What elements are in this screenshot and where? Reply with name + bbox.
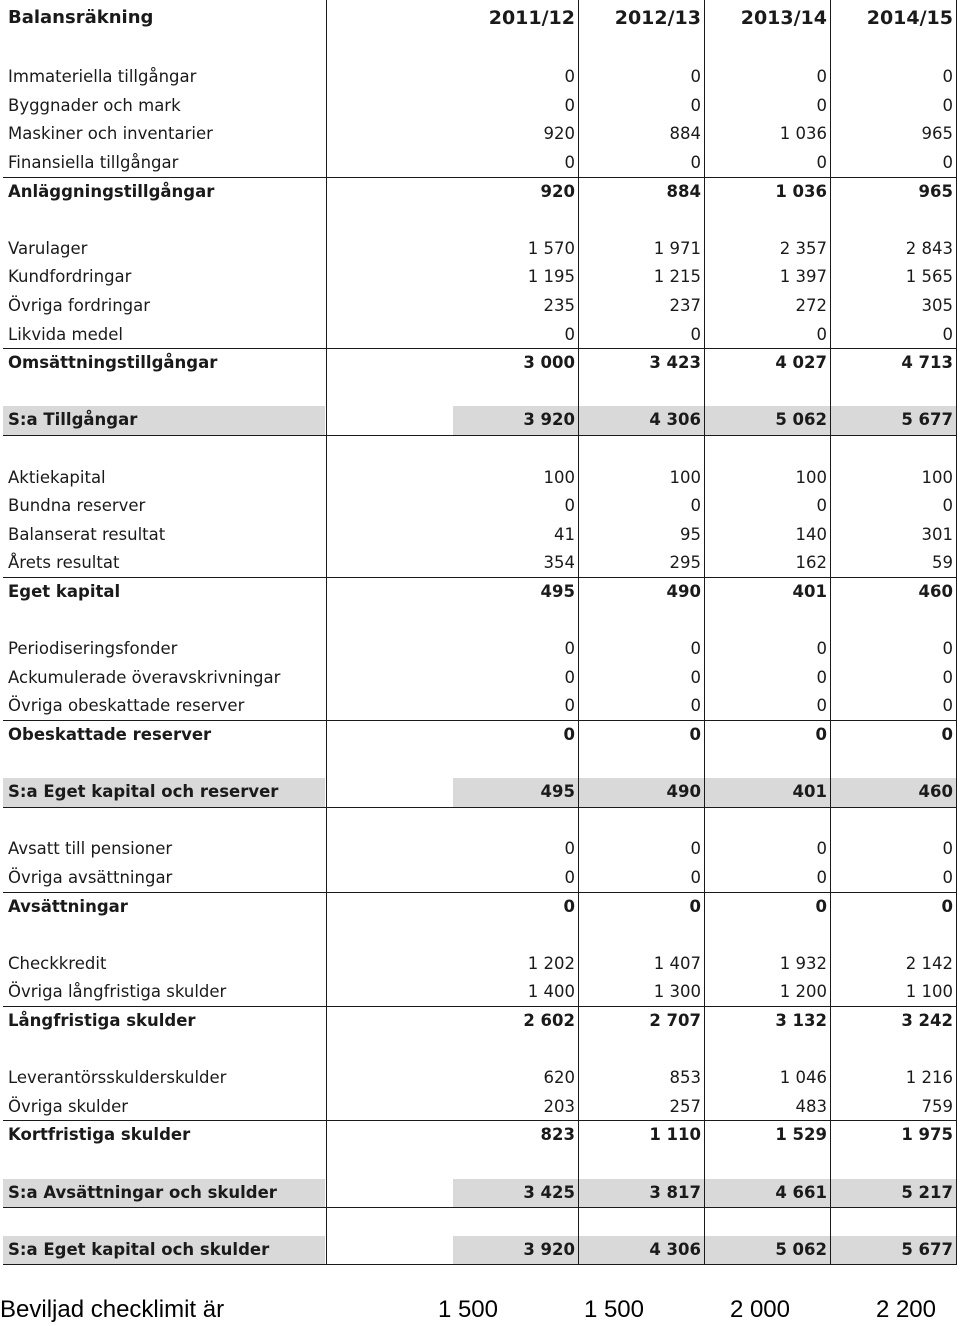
row-label: Byggnader och mark: [8, 95, 181, 115]
cell-value: 235: [543, 296, 575, 315]
cell-value: 2 602: [523, 1011, 575, 1030]
cell-value: 0: [942, 639, 953, 659]
row-label: S:a Eget kapital och skulder: [3, 1236, 325, 1265]
row-label: Avsatt till pensioner: [8, 839, 173, 859]
row-label: Årets resultat: [8, 553, 120, 573]
cell-value: 354: [543, 553, 575, 573]
column-divider: [956, 0, 957, 1265]
year-header-2: 2012/13: [614, 7, 701, 29]
cell-value: 41: [554, 524, 575, 544]
cell-value: 1 036: [779, 124, 827, 144]
cell-value: 3 423: [649, 353, 701, 373]
cell-value: 5 217: [831, 1179, 957, 1208]
cell-value: 0: [563, 725, 575, 744]
year-header-3: 2013/14: [740, 7, 827, 29]
table-row: [0, 978, 960, 1007]
cell-value: 460: [831, 778, 957, 807]
row-label: Långfristiga skulder: [8, 1011, 196, 1030]
row-label: Likvida medel: [8, 324, 123, 344]
cell-value: 4 027: [775, 353, 827, 373]
cell-value: 1 036: [775, 181, 827, 201]
table-row: [0, 549, 960, 578]
table-row: [0, 835, 960, 864]
row-label: Övriga skulder: [8, 1096, 129, 1116]
cell-value: 1 565: [905, 267, 953, 287]
subtotal-rule: [3, 720, 957, 721]
cell-value: 0: [816, 667, 827, 687]
cell-value: 100: [921, 467, 953, 487]
row-label: Obeskattade reserver: [8, 725, 212, 744]
subtotal-rule: [3, 348, 957, 349]
cell-value: 0: [690, 696, 701, 716]
cell-value: 0: [690, 839, 701, 859]
cell-value: 1 975: [901, 1125, 953, 1145]
cell-value: 0: [564, 324, 575, 344]
row-label: Kortfristiga skulder: [8, 1125, 191, 1145]
column-divider: [326, 0, 327, 1265]
table-row: [0, 778, 960, 807]
table-row: [0, 464, 960, 493]
cell-value: 0: [942, 153, 953, 172]
cell-value: 0: [690, 153, 701, 172]
row-label: Checkkredit: [8, 953, 107, 973]
cell-value: 0: [564, 839, 575, 859]
cell-value: 0: [816, 67, 827, 87]
year-header-1: 2011/12: [488, 7, 575, 29]
cell-value: 5 677: [831, 406, 957, 435]
table-row: [0, 635, 960, 664]
row-label: Övriga fordringar: [8, 296, 151, 315]
total-rule: [3, 1207, 957, 1208]
column-divider: [830, 0, 831, 1265]
row-label: Leverantörsskulderskulder: [8, 1068, 227, 1088]
cell-value: 884: [666, 181, 701, 201]
row-label: Balanserat resultat: [8, 524, 166, 544]
table-row: [0, 1093, 960, 1122]
cell-value: 1 200: [779, 982, 827, 1002]
cell-value: 2 707: [649, 1011, 701, 1030]
cell-value: 0: [690, 667, 701, 687]
cell-value: 0: [690, 67, 701, 87]
table-row: [0, 178, 960, 207]
cell-value: 2 357: [779, 238, 827, 258]
table-row: [0, 235, 960, 264]
table-row: [0, 578, 960, 607]
cell-value: 3 920: [453, 1236, 579, 1265]
cell-value: 0: [815, 896, 827, 916]
cell-value: 3 242: [901, 1011, 953, 1030]
cell-value: 0: [816, 153, 827, 172]
cell-value: 4 306: [579, 406, 705, 435]
row-label: Periodiseringsfonder: [8, 639, 178, 659]
row-label: Omsättningstillgångar: [8, 353, 218, 373]
cell-value: 0: [815, 725, 827, 744]
cell-value: 295: [669, 553, 701, 573]
cell-value: 0: [690, 95, 701, 115]
row-label: Finansiella tillgångar: [8, 153, 179, 172]
cell-value: 920: [543, 124, 575, 144]
cell-value: 0: [941, 896, 953, 916]
table-row: [0, 1121, 960, 1150]
cell-value: 0: [564, 667, 575, 687]
cell-value: 2 843: [905, 238, 953, 258]
table-row: [0, 893, 960, 922]
credit-limit-label: Beviljad checklimit är: [0, 1296, 225, 1323]
cell-value: 401: [705, 778, 831, 807]
cell-value: 0: [816, 639, 827, 659]
cell-value: 0: [564, 696, 575, 716]
cell-value: 0: [816, 496, 827, 516]
cell-value: 495: [453, 778, 579, 807]
table-row: [0, 292, 960, 321]
row-label: Maskiner och inventarier: [8, 124, 213, 144]
cell-value: 1 202: [527, 953, 575, 973]
table-row: [0, 1179, 960, 1208]
cell-value: 100: [669, 467, 701, 487]
cell-value: 483: [795, 1096, 827, 1116]
cell-value: 0: [942, 696, 953, 716]
cell-value: 0: [816, 839, 827, 859]
cell-value: 0: [690, 496, 701, 516]
row-label: Bundna reserver: [8, 496, 146, 516]
cell-value: 0: [816, 95, 827, 115]
cell-value: 162: [795, 553, 827, 573]
cell-value: 853: [669, 1068, 701, 1088]
cell-value: 3 920: [453, 406, 579, 435]
table-row: [0, 321, 960, 350]
cell-value: 0: [563, 896, 575, 916]
cell-value: 4 661: [705, 1179, 831, 1208]
cell-value: 3 425: [453, 1179, 579, 1208]
total-rule: [3, 1264, 957, 1265]
cell-value: 0: [941, 725, 953, 744]
subtotal-rule: [3, 1120, 957, 1121]
cell-value: 2 142: [905, 953, 953, 973]
credit-limit-value: 2 200: [875, 1296, 936, 1323]
cell-value: 1 570: [527, 238, 575, 258]
cell-value: 965: [918, 181, 953, 201]
cell-value: 401: [792, 582, 827, 601]
cell-value: 0: [564, 496, 575, 516]
table-row: [0, 492, 960, 521]
credit-limit-value: 1 500: [583, 1296, 644, 1323]
row-label: Avsättningar: [8, 896, 128, 916]
credit-limit-value: 1 500: [437, 1296, 498, 1323]
cell-value: 759: [921, 1096, 953, 1116]
cell-value: 0: [690, 324, 701, 344]
cell-value: 460: [918, 582, 953, 601]
table-row: [0, 1236, 960, 1265]
cell-value: 3 000: [523, 353, 575, 373]
cell-value: 0: [564, 868, 575, 887]
cell-value: 1 195: [527, 267, 575, 287]
cell-value: 823: [540, 1125, 575, 1145]
total-rule: [3, 807, 957, 808]
year-header-4: 2014/15: [866, 7, 953, 29]
table-row: [0, 406, 960, 435]
row-label: Varulager: [8, 238, 88, 258]
cell-value: 1 529: [775, 1125, 827, 1145]
cell-value: 95: [680, 524, 701, 544]
table-row: [0, 664, 960, 693]
cell-value: 1 046: [779, 1068, 827, 1088]
cell-value: 3 817: [579, 1179, 705, 1208]
row-label: Kundfordringar: [8, 267, 132, 287]
cell-value: 490: [579, 778, 705, 807]
cell-value: 1 407: [653, 953, 701, 973]
cell-value: 1 400: [527, 982, 575, 1002]
table-row: [0, 63, 960, 92]
cell-value: 1 971: [653, 238, 701, 258]
cell-value: 100: [543, 467, 575, 487]
column-divider: [704, 0, 705, 1265]
cell-value: 140: [795, 524, 827, 544]
cell-value: 0: [564, 153, 575, 172]
cell-value: 5 062: [705, 1236, 831, 1265]
cell-value: 4 306: [579, 1236, 705, 1265]
cell-value: 1 216: [905, 1068, 953, 1088]
row-label: Eget kapital: [8, 582, 121, 601]
row-label: S:a Tillgångar: [3, 406, 325, 435]
table-row: [0, 120, 960, 149]
cell-value: 4 713: [901, 353, 953, 373]
total-rule: [3, 435, 957, 436]
cell-value: 1 215: [653, 267, 701, 287]
row-label: S:a Eget kapital och reserver: [3, 778, 325, 807]
table-row: [0, 1064, 960, 1093]
row-label: Ackumulerade överavskrivningar: [8, 667, 281, 687]
table-row: [0, 721, 960, 750]
cell-value: 1 300: [653, 982, 701, 1002]
cell-value: 0: [689, 725, 701, 744]
cell-value: 0: [816, 868, 827, 887]
cell-value: 5 062: [705, 406, 831, 435]
credit-limit-line: [0, 1296, 960, 1326]
cell-value: 620: [543, 1068, 575, 1088]
subtotal-rule: [3, 1006, 957, 1007]
cell-value: 0: [816, 696, 827, 716]
cell-value: 272: [795, 296, 827, 315]
cell-value: 1 397: [779, 267, 827, 287]
table-row: [0, 1007, 960, 1036]
cell-value: 0: [690, 639, 701, 659]
cell-value: 0: [942, 67, 953, 87]
cell-value: 490: [666, 582, 701, 601]
cell-value: 0: [942, 868, 953, 887]
row-label: Anläggningstillgångar: [8, 181, 215, 201]
column-divider: [578, 0, 579, 1265]
table-row: [0, 349, 960, 378]
row-label: Aktiekapital: [8, 467, 106, 487]
cell-value: 203: [543, 1096, 575, 1116]
cell-value: 1 110: [649, 1125, 701, 1145]
cell-value: 100: [795, 467, 827, 487]
subtotal-rule: [3, 892, 957, 893]
credit-limit-value: 2 000: [729, 1296, 790, 1323]
table-row: [0, 521, 960, 550]
cell-value: 965: [921, 124, 953, 144]
table-row: [0, 692, 960, 721]
cell-value: 0: [564, 95, 575, 115]
table-row: [0, 149, 960, 178]
subtotal-rule: [3, 577, 957, 578]
cell-value: 0: [942, 95, 953, 115]
table-row: [0, 950, 960, 979]
table-row: [0, 263, 960, 292]
cell-value: 5 677: [831, 1236, 957, 1265]
cell-value: 1 932: [779, 953, 827, 973]
sheet-title: Balansräkning: [8, 7, 154, 28]
cell-value: 305: [921, 296, 953, 315]
row-label: S:a Avsättningar och skulder: [3, 1179, 325, 1208]
cell-value: 0: [942, 324, 953, 344]
cell-value: 0: [942, 496, 953, 516]
row-label: Övriga avsättningar: [8, 868, 173, 887]
cell-value: 237: [669, 296, 701, 315]
cell-value: 920: [540, 181, 575, 201]
cell-value: 257: [669, 1096, 701, 1116]
header-row: [0, 4, 960, 33]
cell-value: 0: [942, 839, 953, 859]
cell-value: 0: [564, 639, 575, 659]
cell-value: 3 132: [775, 1011, 827, 1030]
cell-value: 884: [669, 124, 701, 144]
cell-value: 0: [942, 667, 953, 687]
row-label: Immateriella tillgångar: [8, 67, 197, 87]
cell-value: 1 100: [905, 982, 953, 1002]
table-row: [0, 92, 960, 121]
row-label: Övriga långfristiga skulder: [8, 982, 227, 1002]
cell-value: 495: [540, 582, 575, 601]
row-label: Övriga obeskattade reserver: [8, 696, 245, 716]
cell-value: 59: [932, 553, 953, 573]
cell-value: 0: [564, 67, 575, 87]
subtotal-rule: [3, 177, 957, 178]
cell-value: 301: [921, 524, 953, 544]
table-row: [0, 864, 960, 893]
cell-value: 0: [690, 868, 701, 887]
cell-value: 0: [816, 324, 827, 344]
cell-value: 0: [689, 896, 701, 916]
